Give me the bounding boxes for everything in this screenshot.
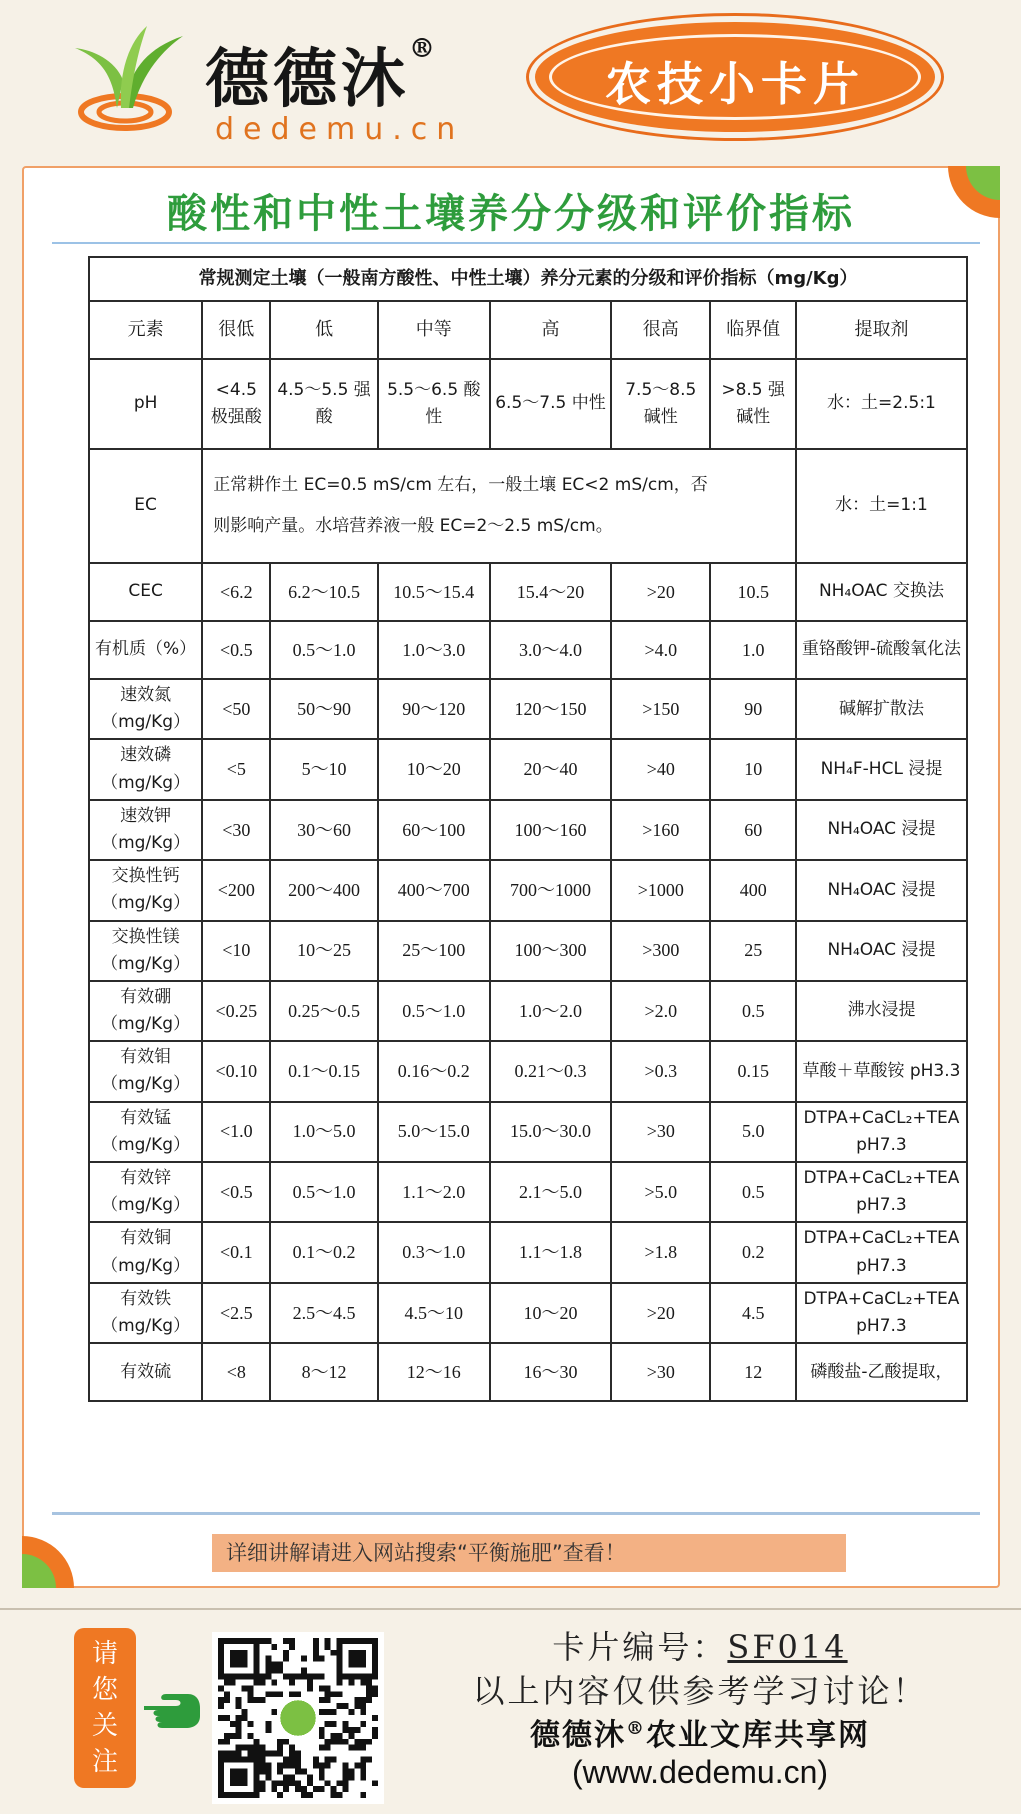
table-row-ec xyxy=(89,449,967,563)
value-cell: 0.5 xyxy=(710,981,795,1041)
brand-domain: dedemu.cn xyxy=(215,112,465,147)
value-cell: <8 xyxy=(202,1343,270,1401)
follow-char: 注 xyxy=(91,1747,118,1777)
header-cell: 很高 xyxy=(611,301,710,359)
table-row xyxy=(89,739,967,799)
header-cell: 高 xyxy=(490,301,611,359)
header-cell: 低 xyxy=(270,301,377,359)
extractant-cell: 沸水浸提 xyxy=(796,981,967,1041)
card-number xyxy=(420,1622,980,1666)
value-cell: 10～25 xyxy=(270,921,377,981)
value-cell: <4.5 极强酸 xyxy=(202,359,270,449)
element-cell: 速效氮（mg/Kg） xyxy=(89,679,202,739)
element-cell: 有效铜（mg/Kg） xyxy=(89,1222,202,1282)
value-cell: 12～16 xyxy=(378,1343,490,1401)
value-cell: 0.1～0.15 xyxy=(270,1041,377,1101)
value-cell: 3.0～4.0 xyxy=(490,621,611,679)
site-brand: 德德沐 xyxy=(530,1718,626,1753)
element-cell: 有效硫 xyxy=(89,1343,202,1401)
value-cell: 4.5～10 xyxy=(378,1283,490,1343)
value-cell: >2.0 xyxy=(611,981,710,1041)
table-row xyxy=(89,563,967,621)
follow-button[interactable] xyxy=(74,1628,136,1788)
element-cell: 速效磷（mg/Kg） xyxy=(89,739,202,799)
value-cell: >160 xyxy=(611,800,710,860)
value-cell: 10.5 xyxy=(710,563,795,621)
sprout-logo-icon xyxy=(55,20,205,140)
value-cell: 120～150 xyxy=(490,679,611,739)
value-cell: <6.2 xyxy=(202,563,270,621)
value-cell: 0.5～1.0 xyxy=(270,621,377,679)
table-row xyxy=(89,1343,967,1401)
value-cell: 100～300 xyxy=(490,921,611,981)
value-cell: <50 xyxy=(202,679,270,739)
table-row xyxy=(89,621,967,679)
extractant-cell: DTPA+CaCL₂+TEA pH7.3 xyxy=(796,1222,967,1282)
element-cell: 有效铁（mg/Kg） xyxy=(89,1283,202,1343)
header-cell: 提取剂 xyxy=(796,301,967,359)
table-row xyxy=(89,1283,967,1343)
extractant-cell: 磷酸盐-乙酸提取， xyxy=(796,1343,967,1401)
title-divider xyxy=(52,242,980,244)
registered-mark: ® xyxy=(409,34,439,64)
value-cell: <30 xyxy=(202,800,270,860)
value-cell: 8～12 xyxy=(270,1343,377,1401)
follow-char: 关 xyxy=(91,1711,118,1741)
value-cell: 0.1～0.2 xyxy=(270,1222,377,1282)
value-cell: 0.5 xyxy=(710,1162,795,1222)
value-cell: <0.10 xyxy=(202,1041,270,1101)
table-row xyxy=(89,1102,967,1162)
value-cell: 5.5～6.5 酸性 xyxy=(378,359,490,449)
value-cell: 16～30 xyxy=(490,1343,611,1401)
card-number-label: 卡片编号： xyxy=(552,1628,728,1666)
value-cell: 400～700 xyxy=(378,860,490,920)
table-row-ph xyxy=(89,359,967,449)
ec-description xyxy=(202,449,796,563)
value-cell: 1.0～5.0 xyxy=(270,1102,377,1162)
value-cell: <2.5 xyxy=(202,1283,270,1343)
element-cell: pH xyxy=(89,359,202,449)
value-cell: 1.1～1.8 xyxy=(490,1222,611,1282)
value-cell: 0.5～1.0 xyxy=(378,981,490,1041)
site-suffix: 农业文库共享网 xyxy=(646,1718,870,1753)
site-registered-mark: ® xyxy=(626,1718,646,1739)
header-cell: 很低 xyxy=(202,301,270,359)
value-cell: 1.0～2.0 xyxy=(490,981,611,1041)
value-cell: 10～20 xyxy=(378,739,490,799)
table-row xyxy=(89,1162,967,1222)
value-cell: 10 xyxy=(710,739,795,799)
extractant-cell: DTPA+CaCL₂+TEA pH7.3 xyxy=(796,1102,967,1162)
value-cell: 1.0 xyxy=(710,621,795,679)
value-cell: <0.25 xyxy=(202,981,270,1041)
value-cell: >20 xyxy=(611,1283,710,1343)
website-note: 详细讲解请进入网站搜索“平衡施肥”查看！ xyxy=(212,1534,846,1572)
value-cell: 6.5～7.5 中性 xyxy=(490,359,611,449)
brand-name-text: 德德沐 xyxy=(205,42,409,117)
value-cell: <5 xyxy=(202,739,270,799)
element-cell: CEC xyxy=(89,563,202,621)
info-card xyxy=(22,166,1000,1588)
value-cell: <1.0 xyxy=(202,1102,270,1162)
value-cell: 60 xyxy=(710,800,795,860)
table-row xyxy=(89,981,967,1041)
soil-nutrient-table xyxy=(88,256,968,1402)
header-cell: 中等 xyxy=(378,301,490,359)
value-cell: 30～60 xyxy=(270,800,377,860)
footer-info xyxy=(420,1622,980,1791)
value-cell: 4.5～5.5 强酸 xyxy=(270,359,377,449)
value-cell: 15.4～20 xyxy=(490,563,611,621)
value-cell: 100～160 xyxy=(490,800,611,860)
site-name xyxy=(420,1710,980,1754)
badge-text: 农技小卡片 xyxy=(605,57,865,111)
value-cell: 0.2 xyxy=(710,1222,795,1282)
value-cell: 0.5～1.0 xyxy=(270,1162,377,1222)
value-cell: >1.8 xyxy=(611,1222,710,1282)
value-cell: <0.5 xyxy=(202,1162,270,1222)
element-cell: 有效钼（mg/Kg） xyxy=(89,1041,202,1101)
value-cell: >30 xyxy=(611,1343,710,1401)
value-cell: 20～40 xyxy=(490,739,611,799)
value-cell: 60～100 xyxy=(378,800,490,860)
value-cell: 2.5～4.5 xyxy=(270,1283,377,1343)
value-cell: >20 xyxy=(611,563,710,621)
table-header-row xyxy=(89,301,967,359)
table-row xyxy=(89,1041,967,1101)
corner-decoration-bottom-left xyxy=(22,1536,74,1588)
table-bottom-divider xyxy=(52,1512,980,1515)
extractant-cell: DTPA+CaCL₂+TEA pH7.3 xyxy=(796,1283,967,1343)
card-number-value: SF014 xyxy=(727,1628,848,1666)
value-cell: <0.1 xyxy=(202,1222,270,1282)
value-cell: >1000 xyxy=(611,860,710,920)
value-cell: 0.15 xyxy=(710,1041,795,1101)
element-cell: 交换性镁（mg/Kg） xyxy=(89,921,202,981)
value-cell: 1.0～3.0 xyxy=(378,621,490,679)
value-cell: 10～20 xyxy=(490,1283,611,1343)
element-cell: 交换性钙（mg/Kg） xyxy=(89,860,202,920)
extractant-cell: 草酸＋草酸铵 pH3.3 xyxy=(796,1041,967,1101)
value-cell: 15.0～30.0 xyxy=(490,1102,611,1162)
table-row xyxy=(89,921,967,981)
value-cell: <200 xyxy=(202,860,270,920)
value-cell: 5.0～15.0 xyxy=(378,1102,490,1162)
element-cell: 有效硼（mg/Kg） xyxy=(89,981,202,1041)
header-cell: 元素 xyxy=(89,301,202,359)
extractant-cell: NH₄OAC 浸提 xyxy=(796,921,967,981)
value-cell: 12 xyxy=(710,1343,795,1401)
corner-leaf xyxy=(22,1554,56,1588)
value-cell: >40 xyxy=(611,739,710,799)
ec-description-line: 则影响产量。水培营养液一般 EC=2～2.5 mS/cm。 xyxy=(213,516,613,536)
extractant-cell: NH₄F-HCL 浸提 xyxy=(796,739,967,799)
element-cell: 有机质（%） xyxy=(89,621,202,679)
follow-char: 您 xyxy=(91,1675,118,1705)
element-cell: 速效钾（mg/Kg） xyxy=(89,800,202,860)
card-title: 酸性和中性土壤养分分级和评价指标 xyxy=(167,191,855,237)
element-cell: 有效锌（mg/Kg） xyxy=(89,1162,202,1222)
value-cell: 10.5～15.4 xyxy=(378,563,490,621)
table-row xyxy=(89,1222,967,1282)
value-cell: 7.5～8.5 碱性 xyxy=(611,359,710,449)
element-cell: 有效锰（mg/Kg） xyxy=(89,1102,202,1162)
value-cell: 0.21～0.3 xyxy=(490,1041,611,1101)
value-cell: >0.3 xyxy=(611,1041,710,1101)
value-cell: 90～120 xyxy=(378,679,490,739)
value-cell: <10 xyxy=(202,921,270,981)
value-cell: 25～100 xyxy=(378,921,490,981)
value-cell: 5.0 xyxy=(710,1102,795,1162)
value-cell: 2.1～5.0 xyxy=(490,1162,611,1222)
element-cell: EC xyxy=(89,449,202,563)
table-viewport xyxy=(64,256,970,1510)
follow-char: 请 xyxy=(91,1639,118,1669)
value-cell: 5～10 xyxy=(270,739,377,799)
value-cell: <0.5 xyxy=(202,621,270,679)
value-cell: >150 xyxy=(611,679,710,739)
value-cell: 0.3～1.0 xyxy=(378,1222,490,1282)
header-cell: 临界值 xyxy=(710,301,795,359)
extractant-cell: NH₄OAC 浸提 xyxy=(796,800,967,860)
value-cell: >4.0 xyxy=(611,621,710,679)
table-row xyxy=(89,800,967,860)
disclaimer: 以上内容仅供参考学习讨论！ xyxy=(472,1672,928,1710)
extractant-cell: NH₄OAC 交换法 xyxy=(796,563,967,621)
value-cell: >5.0 xyxy=(611,1162,710,1222)
extractant-cell: NH₄OAC 浸提 xyxy=(796,860,967,920)
value-cell: 200～400 xyxy=(270,860,377,920)
value-cell: 400 xyxy=(710,860,795,920)
table-body xyxy=(89,563,967,1401)
footer-divider xyxy=(0,1608,1021,1610)
ec-description-line: 正常耕作土 EC=0.5 mS/cm 左右，一般土壤 EC<2 mS/cm，否 xyxy=(213,475,708,496)
value-cell: 90 xyxy=(710,679,795,739)
card-type-badge xyxy=(535,22,935,132)
value-cell: 0.25～0.5 xyxy=(270,981,377,1041)
extractant-cell: DTPA+CaCL₂+TEA pH7.3 xyxy=(796,1162,967,1222)
table-row xyxy=(89,679,967,739)
site-url[interactable]: (www.dedemu.cn) xyxy=(571,1754,829,1790)
value-cell: >8.5 强碱性 xyxy=(710,359,795,449)
table-caption: 常规测定土壤（一般南方酸性、中性土壤）养分元素的分级和评价指标（mg/Kg） xyxy=(89,257,967,301)
value-cell: >300 xyxy=(611,921,710,981)
value-cell: 50～90 xyxy=(270,679,377,739)
value-cell: 700～1000 xyxy=(490,860,611,920)
pointing-hand-icon xyxy=(142,1690,204,1732)
table-row xyxy=(89,860,967,920)
extractant-cell: 重铬酸钾-硫酸氧化法 xyxy=(796,621,967,679)
brand-name xyxy=(205,28,439,120)
value-cell: 25 xyxy=(710,921,795,981)
value-cell: 6.2～10.5 xyxy=(270,563,377,621)
extractant-cell: 碱解扩散法 xyxy=(796,679,967,739)
brand-logo xyxy=(55,20,495,147)
value-cell: 0.16～0.2 xyxy=(378,1041,490,1101)
value-cell: 4.5 xyxy=(710,1283,795,1343)
value-cell: >30 xyxy=(611,1102,710,1162)
extractant-cell: 水：土=2.5:1 xyxy=(796,359,967,449)
extractant-cell: 水：土=1:1 xyxy=(796,449,967,563)
qr-code-icon[interactable] xyxy=(212,1632,384,1804)
value-cell: 1.1～2.0 xyxy=(378,1162,490,1222)
